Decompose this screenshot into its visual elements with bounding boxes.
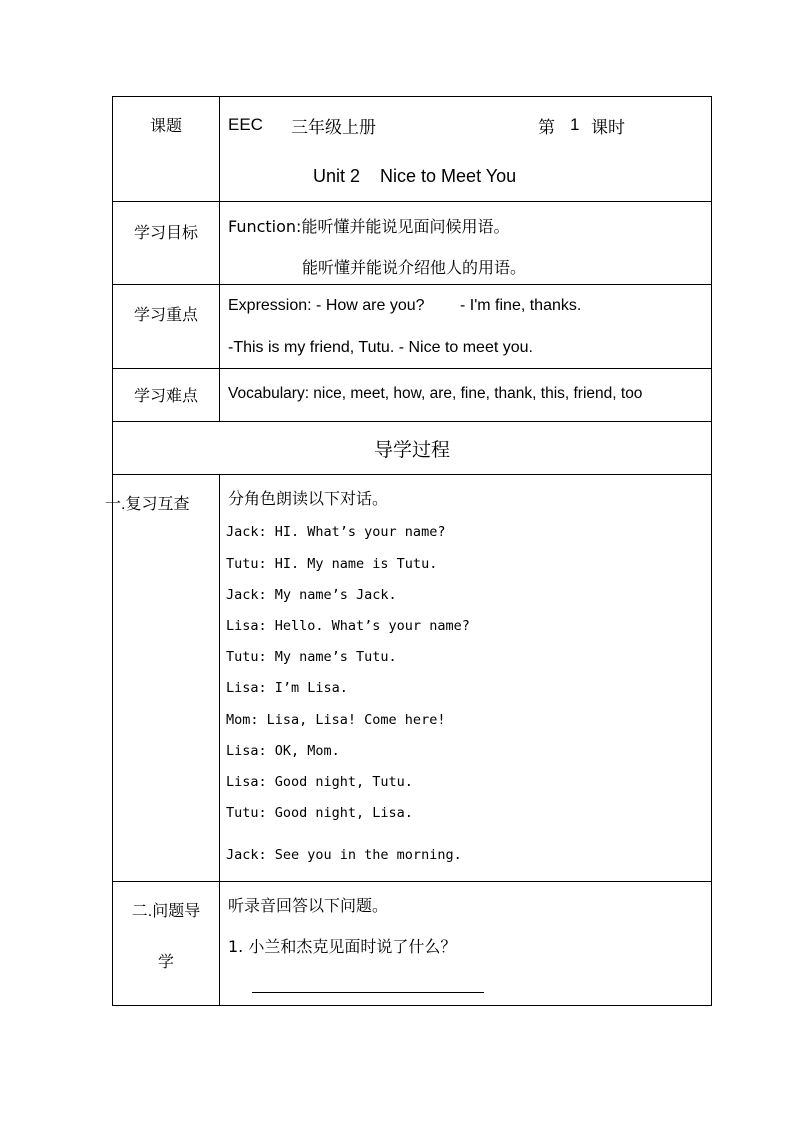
dialogue-line: Tutu: My name’s Tutu. xyxy=(226,649,397,665)
key-points-label: 学习重点 xyxy=(133,307,198,324)
dialogue-line: Lisa: Good night, Tutu. xyxy=(226,774,413,790)
key-points-label-cell xyxy=(113,285,220,369)
dialogue-line: Mom: Lisa, Lisa! Come here! xyxy=(226,712,446,728)
key-points-line-1b: - I'm fine, thanks. xyxy=(460,297,582,314)
guide-label-line-2: 学 xyxy=(157,954,174,971)
review-row xyxy=(113,475,712,882)
objectives-line-1: Function:能听懂并能说见面问候用语。 xyxy=(228,217,510,236)
dialogue-line: Lisa: Hello. What’s your name? xyxy=(226,618,470,634)
answer-blank-line[interactable] xyxy=(252,992,484,993)
difficulties-label-cell xyxy=(113,369,220,422)
lesson-suffix: 课时 xyxy=(591,118,625,138)
objectives-content-cell xyxy=(220,202,712,285)
difficulties-row xyxy=(113,369,712,422)
question-1: 1. 小兰和杰克见面时说了什么？ xyxy=(228,937,457,956)
lesson-number: 1 xyxy=(570,115,580,134)
process-title-row xyxy=(113,422,712,475)
objectives-label: 学习目标 xyxy=(133,225,198,242)
review-label-cell xyxy=(105,475,220,882)
difficulties-content-cell xyxy=(220,369,712,422)
grade-text: 三年级上册 xyxy=(291,118,376,138)
dialogue-line: Lisa: OK, Mom. xyxy=(226,743,340,759)
dialogue-line: Tutu: HI. My name is Tutu. xyxy=(226,556,438,572)
key-points-row xyxy=(113,285,712,369)
review-label: 一.复习互查 xyxy=(105,496,190,513)
guide-instruction: 听录音回答以下问题。 xyxy=(228,896,389,915)
topic-label-cell xyxy=(113,97,220,202)
process-title: 导学过程 xyxy=(373,439,450,461)
dialogue-line: Jack: My name’s Jack. xyxy=(226,587,397,603)
topic-row xyxy=(113,97,712,202)
process-title-cell xyxy=(113,422,712,475)
lesson-table xyxy=(105,96,712,1006)
dialogue-line: Lisa: I’m Lisa. xyxy=(226,680,348,696)
key-points-line-1a: Expression: - How are you? xyxy=(228,297,425,314)
vocabulary-text: Vocabulary: nice, meet, how, are, fine, thank, this, friend, too xyxy=(228,385,643,402)
difficulties-label: 学习难点 xyxy=(133,388,198,405)
review-content-cell xyxy=(220,475,712,882)
key-points-line-2: -This is my friend, Tutu. - Nice to meet you. xyxy=(228,339,533,356)
guide-label-line-1: 二.问题导 xyxy=(131,903,201,920)
dialogue-line: Jack: See you in the morning. xyxy=(226,847,462,863)
guide-content-cell xyxy=(220,882,712,1006)
objectives-label-cell xyxy=(113,202,220,285)
topic-label: 课题 xyxy=(149,118,182,135)
unit-title: Unit 2 Nice to Meet You xyxy=(313,166,517,186)
guide-label-cell xyxy=(113,882,220,1006)
lesson-prefix: 第 xyxy=(538,118,555,138)
objectives-row xyxy=(113,202,712,285)
objectives-line-2: 能听懂并能说介绍他人的用语。 xyxy=(302,258,527,277)
dialogue-line: Tutu: Good night, Lisa. xyxy=(226,805,413,821)
dialogue-line: Jack: HI. What’s your name? xyxy=(226,524,446,540)
review-instruction: 分角色朗读以下对话。 xyxy=(228,489,389,508)
course-code: EEC xyxy=(228,115,263,134)
key-points-content-cell xyxy=(220,285,712,369)
guide-row xyxy=(113,882,712,1006)
topic-content-cell xyxy=(220,97,712,202)
